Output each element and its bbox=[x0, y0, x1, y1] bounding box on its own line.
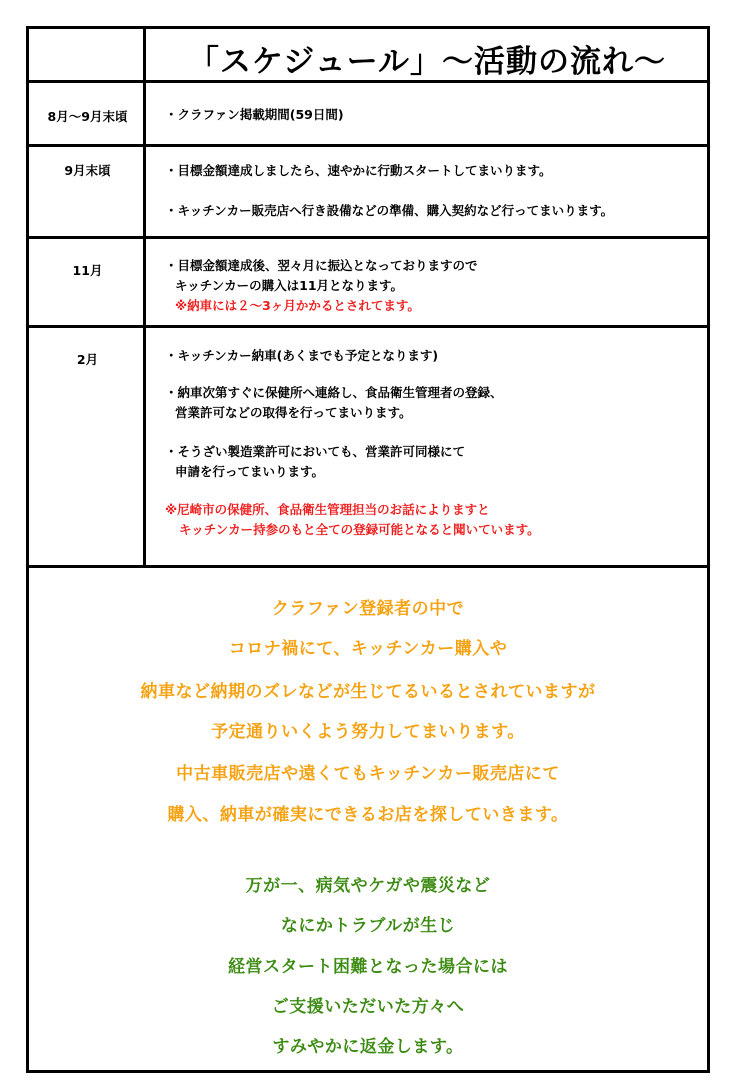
message-line: 予定通りいくよう努力してまいります。 bbox=[211, 722, 525, 742]
schedule-item: ・クラファン掲載期間(59日間) bbox=[165, 107, 344, 122]
divider bbox=[29, 325, 707, 328]
message-line: 中古車販売店や遠くてもキッチンカー販売店にて bbox=[176, 764, 560, 784]
schedule-item: 営業許可などの取得を行ってまいります。 bbox=[175, 405, 412, 420]
schedule-item: 申請を行ってまいります。 bbox=[175, 464, 325, 479]
schedule-sheet bbox=[26, 26, 710, 1073]
refund-line: なにかトラブルが生じ bbox=[280, 916, 456, 936]
schedule-date: 11月 bbox=[72, 263, 103, 278]
schedule-note: キッチンカー持参のもと全ての登録可能となると聞いています。 bbox=[179, 522, 540, 537]
message-line: クラファン登録者の中で bbox=[271, 599, 465, 619]
refund-line: 経営スタート困難となった場合には bbox=[228, 957, 508, 977]
schedule-date: 2月 bbox=[76, 352, 99, 367]
divider bbox=[29, 236, 707, 239]
schedule-note: ※尼崎市の保健所、食品衛生管理担当のお話によりますと bbox=[165, 502, 490, 517]
schedule-item: ・そうざい製造業許可においても、営業許可同様にて bbox=[165, 444, 466, 459]
schedule-item: キッチンカーの購入は11月となります。 bbox=[175, 278, 404, 293]
page-title: 「スケジュール」～活動の流れ～ bbox=[187, 43, 667, 80]
schedule-item: ・納車次第すぐに保健所へ連絡し、食品衛生管理者の登録、 bbox=[165, 385, 503, 400]
refund-line: ご支援いただいた方々へ bbox=[271, 997, 465, 1017]
schedule-item: ・目標金額達成後、翌々月に振込となっておりますので bbox=[165, 258, 478, 273]
message-line: 購入、納車が確実にできるお店を探していきます。 bbox=[167, 805, 569, 825]
schedule-note: ※納車には２～3ヶ月かかるとされてます。 bbox=[175, 298, 420, 313]
divider bbox=[29, 144, 707, 147]
schedule-item: ・目標金額達成しましたら、速やかに行動スタートしてまいります。 bbox=[165, 163, 552, 178]
divider bbox=[29, 565, 707, 568]
schedule-item: ・キッチンカー販売店へ行き設備などの準備、購入契約など行ってまいります。 bbox=[165, 203, 614, 218]
refund-line: 万が一、病気やケガや震災など bbox=[245, 876, 491, 896]
message-line: 納車など納期のズレなどが生じてるいるとされていますが bbox=[140, 682, 596, 702]
refund-line: すみやかに返金します。 bbox=[272, 1037, 464, 1057]
schedule-date: 8月～9月末頃 bbox=[47, 109, 128, 124]
schedule-item: ・キッチンカー納車(あくまでも予定となります) bbox=[165, 348, 439, 363]
schedule-date: 9月末頃 bbox=[64, 163, 111, 178]
message-line: コロナ禍にて、キッチンカー購入や bbox=[228, 639, 508, 659]
